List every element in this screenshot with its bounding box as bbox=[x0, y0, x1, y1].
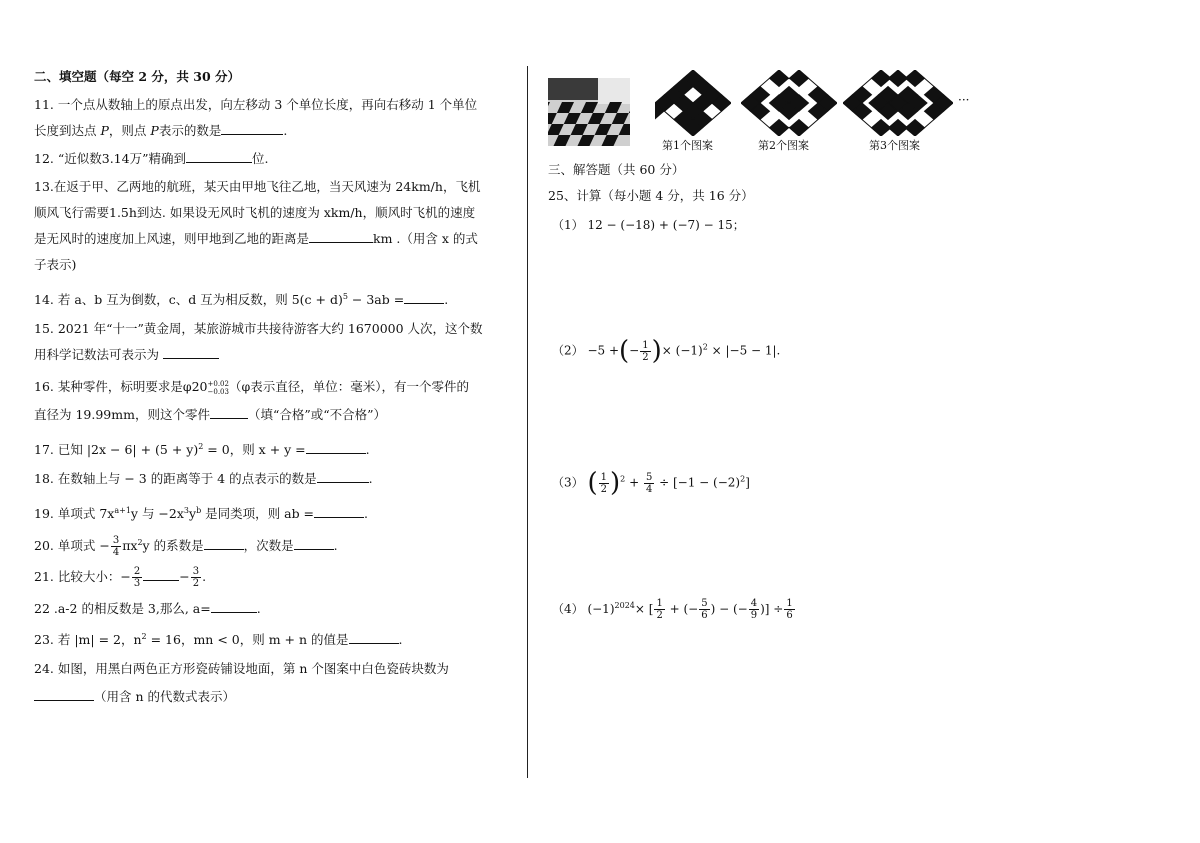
pattern-1-caption: 第1个图案 bbox=[662, 139, 713, 152]
var: P bbox=[150, 123, 159, 138]
denominator: 9 bbox=[750, 610, 758, 621]
text: 20. 单项式 − bbox=[34, 538, 110, 554]
exponent: 2 bbox=[198, 442, 204, 451]
question-24-line2 bbox=[34, 684, 235, 710]
numerator: 1 bbox=[642, 339, 649, 351]
fraction bbox=[784, 598, 794, 621]
exponent: 2 bbox=[137, 538, 143, 547]
answer-blank[interactable] bbox=[34, 686, 94, 701]
numerator: 1 bbox=[600, 471, 607, 483]
text: （填“合格”或“不合格”） bbox=[247, 407, 387, 422]
exponent: 5 bbox=[342, 292, 348, 301]
denominator: 2 bbox=[656, 610, 663, 621]
problem-3 bbox=[552, 468, 750, 498]
pattern-2-caption: 第2个图案 bbox=[758, 139, 809, 152]
text: − bbox=[179, 569, 190, 584]
text: y 的系数是 bbox=[142, 538, 204, 554]
answer-blank[interactable] bbox=[404, 289, 444, 304]
text: 用科学记数法可表示为 bbox=[34, 347, 160, 362]
paren: ( bbox=[587, 468, 598, 498]
text: = 16，mn < 0，则 m + n 的值是 bbox=[146, 632, 349, 648]
question-11-line2 bbox=[34, 118, 287, 144]
section-heading: 二、填空题（每空 2 分，共 30 分） bbox=[34, 69, 241, 84]
problem-4 bbox=[552, 598, 796, 621]
fraction bbox=[644, 472, 654, 495]
text: （4） (−1) bbox=[552, 602, 615, 616]
text: )] ÷ bbox=[760, 602, 784, 616]
exponent: 2 bbox=[740, 474, 746, 484]
text: ，次数是 bbox=[243, 538, 294, 554]
text: . bbox=[283, 123, 288, 138]
exponent: a+1 bbox=[114, 506, 131, 515]
text: . bbox=[202, 569, 207, 584]
text: ÷ [−1 − (−2) bbox=[655, 475, 741, 490]
numerator: 5 bbox=[645, 471, 653, 483]
text: 16. 某种零件，标明要求是φ20 bbox=[34, 379, 208, 394]
question-18 bbox=[34, 466, 373, 492]
text: （φ表示直径，单位：毫米），有一个零件的 bbox=[228, 379, 469, 394]
fraction bbox=[132, 566, 142, 589]
numerator: 2 bbox=[133, 566, 141, 577]
text: × [ bbox=[634, 602, 654, 616]
pattern-2-figure bbox=[741, 70, 837, 136]
exponent: 2 bbox=[141, 632, 147, 641]
answer-blank[interactable] bbox=[143, 566, 179, 581]
tile-photo bbox=[548, 78, 630, 146]
text: 12. “近似数3.14万”精确到 bbox=[34, 151, 186, 166]
answer-blank[interactable] bbox=[221, 120, 283, 135]
text: . bbox=[256, 601, 261, 616]
text: 23. 若 |m| = 2，n bbox=[34, 632, 142, 648]
answer-blank[interactable] bbox=[204, 535, 244, 550]
question-19 bbox=[34, 498, 368, 527]
exponent: b bbox=[196, 506, 202, 515]
text: × |−5 − 1|. bbox=[707, 343, 781, 358]
question-16-line1 bbox=[34, 374, 469, 400]
question-13-line1: 13.在返于甲、乙两地的航班，某天由甲地飞往乙地，当天风速为 24km/h，飞机 bbox=[34, 179, 481, 194]
pattern-1-figure bbox=[655, 70, 731, 136]
text: （2） −5 + bbox=[552, 343, 620, 358]
answer-blank[interactable] bbox=[294, 535, 334, 550]
answer-blank[interactable] bbox=[163, 344, 219, 359]
answer-blank[interactable] bbox=[186, 148, 252, 163]
text: = 0，则 x + y = bbox=[203, 442, 306, 458]
fraction bbox=[599, 472, 609, 495]
text: （用含 n 的代数式表示） bbox=[94, 689, 235, 704]
denominator: 6 bbox=[701, 610, 708, 621]
answer-blank[interactable] bbox=[211, 598, 257, 613]
text: ，则点 bbox=[108, 123, 151, 138]
upper-tolerance: +0.02 bbox=[207, 379, 229, 388]
text: . bbox=[368, 471, 373, 486]
text: 直径为 19.99mm，则这个零件 bbox=[34, 407, 210, 422]
fraction bbox=[654, 598, 664, 621]
question-21 bbox=[34, 564, 206, 590]
text: ] bbox=[745, 475, 750, 490]
text: 是同类项，则 ab = bbox=[201, 506, 315, 522]
text: 17. 已知 |2x − 6| + (5 + y) bbox=[34, 442, 199, 458]
pattern-ellipsis: ··· bbox=[958, 93, 970, 107]
question-16-line2 bbox=[34, 402, 386, 428]
text: 21. 比较大小：− bbox=[34, 569, 131, 584]
question-20 bbox=[34, 530, 338, 559]
question-13-line4: 子表示) bbox=[34, 257, 77, 272]
text: y bbox=[189, 506, 197, 522]
problem-1: （1） 12 − (−18) + (−7) − 15； bbox=[552, 218, 745, 232]
question-25-heading: 25、计算（每小题 4 分，共 16 分） bbox=[548, 188, 754, 203]
answer-blank[interactable] bbox=[309, 228, 373, 243]
text: . bbox=[333, 538, 338, 554]
pattern-3-figure bbox=[843, 70, 953, 136]
question-12 bbox=[34, 146, 268, 172]
text: . bbox=[398, 632, 403, 648]
answer-blank[interactable] bbox=[314, 503, 364, 518]
text: × (−1) bbox=[661, 343, 703, 358]
text: 19. 单项式 7x bbox=[34, 506, 115, 522]
column-divider bbox=[527, 66, 528, 778]
numerator: 1 bbox=[786, 598, 793, 609]
answer-blank[interactable] bbox=[210, 404, 248, 419]
text: 18. 在数轴上与 − 3 的距离等于 4 的点表示的数是 bbox=[34, 471, 317, 486]
fraction bbox=[111, 535, 121, 558]
problem-2: （2） −5 +(− $\frac{1}{2}$ )× $(-1)^2 \times |-5 - 1|$. bbox=[552, 336, 781, 366]
denominator: 2 bbox=[642, 351, 649, 363]
paren: ) bbox=[610, 468, 621, 498]
text: 14. 若 a、b 互为倒数，c、d 互为相反数，则 5(c + d) bbox=[34, 292, 343, 308]
lower-tolerance: −0.03 bbox=[207, 387, 229, 396]
pattern-3-caption: 第3个图案 bbox=[869, 139, 920, 152]
text: πx bbox=[122, 538, 138, 554]
denominator: 4 bbox=[645, 483, 653, 495]
numerator: 1 bbox=[656, 598, 663, 609]
text: （3） bbox=[552, 475, 584, 490]
text: − 3ab = bbox=[347, 292, 405, 308]
text: 长度到达点 bbox=[34, 123, 101, 138]
question-14 bbox=[34, 284, 448, 313]
tolerance bbox=[208, 380, 229, 396]
text: + bbox=[625, 475, 643, 490]
denominator: 2 bbox=[192, 578, 200, 589]
section-3-heading: 三、解答题（共 60 分） bbox=[548, 162, 685, 177]
var: P bbox=[100, 123, 109, 138]
text: ) − (− bbox=[710, 602, 748, 616]
paren: ( bbox=[619, 336, 630, 366]
denominator: 4 bbox=[112, 547, 120, 559]
question-15-line2 bbox=[34, 342, 219, 368]
denominator: 2 bbox=[600, 483, 607, 495]
question-15-line1: 15. 2021 年“十一”黄金周，某旅游城市共接待游客大约 1670000 人次，这个数 bbox=[34, 321, 483, 336]
exponent: 2 bbox=[702, 342, 708, 352]
text: km .（用含 x 的式 bbox=[373, 231, 478, 246]
text: 22 .a-2 的相反数是 3,那么, a= bbox=[34, 601, 211, 616]
text: + (− bbox=[665, 602, 699, 616]
text: . bbox=[364, 506, 369, 522]
numerator: 5 bbox=[701, 598, 708, 609]
numerator: 3 bbox=[112, 535, 120, 547]
denominator: 6 bbox=[786, 610, 793, 621]
numerator: 4 bbox=[750, 598, 758, 609]
question-11-line1: 11. 一个点从数轴上的原点出发，向左移动 3 个单位长度，再向右移动 1 个单位 bbox=[34, 97, 478, 112]
answer-blank[interactable] bbox=[349, 629, 399, 644]
question-22 bbox=[34, 596, 261, 622]
numerator: 3 bbox=[192, 566, 200, 577]
exponent: 3 bbox=[183, 506, 189, 515]
text: 表示的数是 bbox=[158, 123, 222, 138]
denominator: 3 bbox=[133, 578, 141, 589]
exponent: 2024 bbox=[614, 601, 635, 610]
text: y 与 −2x bbox=[130, 506, 184, 522]
text: 是无风时的速度加上风速，则甲地到乙地的距离是 bbox=[34, 231, 310, 246]
text: . bbox=[444, 292, 449, 308]
question-17 bbox=[34, 434, 370, 463]
exponent: 2 bbox=[620, 474, 626, 484]
tile-photo-image bbox=[548, 78, 630, 146]
answer-blank[interactable] bbox=[317, 468, 369, 483]
fraction bbox=[640, 340, 650, 363]
text: . bbox=[365, 442, 370, 458]
text: 位. bbox=[251, 151, 269, 166]
fraction bbox=[191, 566, 201, 589]
fraction bbox=[749, 598, 759, 621]
fraction bbox=[699, 598, 709, 621]
question-24-line1: 24. 如图，用黑白两色正方形瓷砖铺设地面，第 n 个图案中白色瓷砖块数为 bbox=[34, 661, 449, 676]
question-13-line3 bbox=[34, 226, 478, 252]
question-23 bbox=[34, 624, 402, 653]
question-13-line2: 顺风飞行需要1.5h到达. 如果设无风时飞机的速度为 xkm/h，顺风时飞机的速度 bbox=[34, 205, 476, 220]
answer-blank[interactable] bbox=[306, 439, 366, 454]
paren: ) bbox=[651, 336, 662, 366]
